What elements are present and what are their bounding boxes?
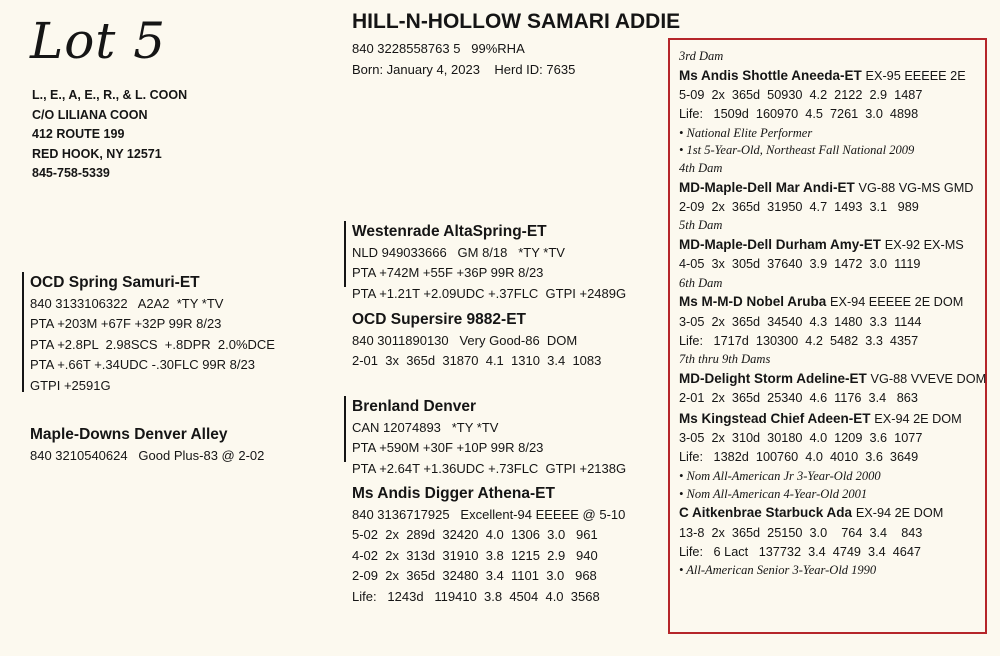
dam-entry-name [679, 503, 985, 524]
owner-city: RED HOOK, NY 12571 [32, 146, 162, 161]
dam-sire-bracket-line [344, 396, 346, 462]
dam-entry-title: Ms Kingstead Chief Adeen-ET [679, 410, 871, 426]
owner-phone: 845-758-5339 [32, 166, 110, 181]
dam-entry-class: VG-88 VG-MS GMD [858, 180, 974, 195]
sire-sire-line: NLD 949033666 GM 8/18 *TY *TV [352, 245, 565, 260]
sire-line: PTA +.66T +.34UDC -.30FLC 99R 8/23 [30, 357, 255, 373]
dam-dam-line: 4-02 2x 313d 31910 3.8 1215 2.9 940 [352, 547, 598, 563]
dam-dam-name: Ms Andis Digger Athena-ET [352, 485, 555, 502]
dam-entry-record: 3-05 2x 365d 34540 4.3 1480 3.3 1144 [679, 314, 922, 329]
lot-number: Lot 5 [30, 12, 167, 70]
dam-dam-line: Life: 1243d 119410 3.8 4504 4.0 3568 [352, 588, 600, 604]
sire-dam-line: 840 3011890130 Very Good-86 DOM [352, 333, 578, 348]
dam-sire-line: PTA +2.64T +1.36UDC +.73FLC GTPI +2138G [352, 460, 627, 476]
owner-names: L., E., A, E., R., & L. COON [32, 88, 188, 102]
dam-dam-block [352, 483, 625, 607]
dam-block [30, 424, 264, 466]
animal-info [352, 38, 575, 80]
dam-entry-class: EX-94 EEEEE 2E DOM [830, 295, 964, 310]
generation-label: 5th Dam [679, 218, 723, 233]
dam-dam-line: 840 3136717925 Excellent-94 EEEEE @ 5-10 [352, 507, 626, 522]
dam-entry-record: Life: 1509d 160970 4.5 7261 3.0 4898 [679, 107, 919, 122]
dam-entry-name [679, 235, 985, 256]
dam-entry-note: • Nom All-American Jr 3-Year-Old 2000 [679, 468, 881, 483]
dam-sire-line: CAN 12074893 *TY *TV [352, 420, 499, 435]
animal-name: HILL-N-HOLLOW SAMARI ADDIE [352, 10, 681, 33]
dam-entry-name [679, 409, 985, 430]
dam-entry-title: MD-Maple-Dell Durham Amy-ET [679, 236, 882, 252]
dam-entry-title: Ms M-M-D Nobel Aruba [679, 294, 827, 310]
dam-entry-title: MD-Delight Storm Adeline-ET [679, 370, 867, 386]
dam-entry-note: • Nom All-American 4-Year-Old 2001 [679, 486, 868, 501]
sire-line: 840 3133106322 A2A2 *TY *TV [30, 296, 224, 311]
sire-bracket-line [22, 272, 24, 392]
dam-entry-note: • 1st 5-Year-Old, Northeast Fall National 2009 [679, 143, 915, 158]
dam-entry-record: 3-05 2x 310d 30180 4.0 1209 3.6 1077 [679, 431, 923, 446]
dam-entry-class: EX-94 2E DOM [855, 506, 944, 521]
animal-id-line: 840 3228558763 5 99%RHA [352, 41, 525, 56]
dam-entry-name [679, 66, 985, 87]
dam-line: 840 3210540624 Good Plus-83 @ 2-02 [30, 448, 265, 463]
dam-entry-record: 2-01 2x 365d 25340 4.6 1176 3.4 863 [679, 391, 918, 406]
sire-dam-block [352, 309, 601, 372]
sire-line: PTA +2.8PL 2.98SCS +.8DPR 2.0%DCE [30, 336, 275, 352]
dam-entry-class: VG-88 VVEVE DOM [870, 371, 987, 386]
dam-entry-record: 13-8 2x 365d 25150 3.0 764 3.4 843 [679, 525, 923, 540]
sire-sire-bracket-line [344, 221, 346, 287]
dam-sire-name: Brenland Denver [352, 398, 477, 415]
dam-entry-title: Ms Andis Shottle Aneeda-ET [679, 67, 862, 83]
dam-entry-title: C Aitkenbrae Starbuck Ada [679, 505, 853, 521]
dam-entry-record: 4-05 3x 305d 37640 3.9 1472 3.0 1119 [679, 257, 921, 272]
generation-label: 6th Dam [679, 275, 723, 290]
dam-entry-note: • All-American Senior 3-Year-Old 1990 [679, 563, 877, 578]
sire-line: PTA +203M +67F +32P 99R 8/23 [30, 316, 222, 332]
sire-sire-line: PTA +742M +55F +36P 99R 8/23 [352, 265, 544, 281]
owner-care-of: C/O LILIANA COON [32, 107, 148, 122]
dam-entry-name [679, 292, 985, 313]
sire-block [30, 272, 275, 396]
sire-dam-line: 2-01 3x 365d 31870 4.1 1310 3.4 1083 [352, 353, 602, 369]
dam-entry-record: Life: 1717d 130300 4.2 5482 3.3 4357 [679, 334, 919, 349]
dam-name: Maple-Downs Denver Alley [30, 426, 228, 443]
owner-street: 412 ROUTE 199 [32, 127, 125, 142]
dam-entry-title: MD-Maple-Dell Mar Andi-ET [679, 179, 855, 195]
dam-sire-block [352, 396, 626, 479]
sire-sire-name: Westenrade AltaSpring-ET [352, 223, 547, 240]
female-line-box [668, 38, 987, 634]
dam-entry-class: EX-92 EX-MS [884, 237, 964, 252]
sire-sire-block [352, 221, 626, 304]
generation-label: 7th thru 9th Dams [679, 352, 771, 367]
dam-entry-record: 5-09 2x 365d 50930 4.2 2122 2.9 1487 [679, 88, 923, 102]
generation-label: 4th Dam [679, 161, 723, 176]
dam-entry-record: 2-09 2x 365d 31950 4.7 1493 3.1 989 [679, 200, 919, 215]
dam-entry-name [679, 369, 985, 390]
owner-address [32, 86, 187, 184]
dam-entry-record: Life: 1382d 100760 4.0 4010 3.6 3649 [679, 450, 919, 465]
animal-born-line: Born: January 4, 2023 Herd ID: 7635 [352, 62, 576, 77]
sire-name: OCD Spring Samuri-ET [30, 274, 200, 291]
dam-dam-line: 2-09 2x 365d 32480 3.4 1101 3.0 968 [352, 568, 597, 584]
generation-label: 3rd Dam [679, 49, 724, 63]
sire-dam-name: OCD Supersire 9882-ET [352, 311, 527, 328]
dam-entry-note: • National Elite Performer [679, 125, 813, 140]
sire-sire-line: PTA +1.21T +2.09UDC +.37FLC GTPI +2489G [352, 285, 627, 301]
dam-entry-name [679, 178, 985, 199]
sire-line: GTPI +2591G [30, 377, 111, 393]
dam-entry-record: Life: 6 Lact 137732 3.4 4749 3.4 4647 [679, 545, 921, 560]
dam-dam-line: 5-02 2x 289d 32420 4.0 1306 3.0 961 [352, 527, 598, 543]
dam-entry-class: EX-95 EEEEE 2E [865, 68, 966, 83]
dam-entry-class: EX-94 2E DOM [874, 411, 962, 426]
dam-sire-line: PTA +590M +30F +10P 99R 8/23 [352, 440, 544, 456]
